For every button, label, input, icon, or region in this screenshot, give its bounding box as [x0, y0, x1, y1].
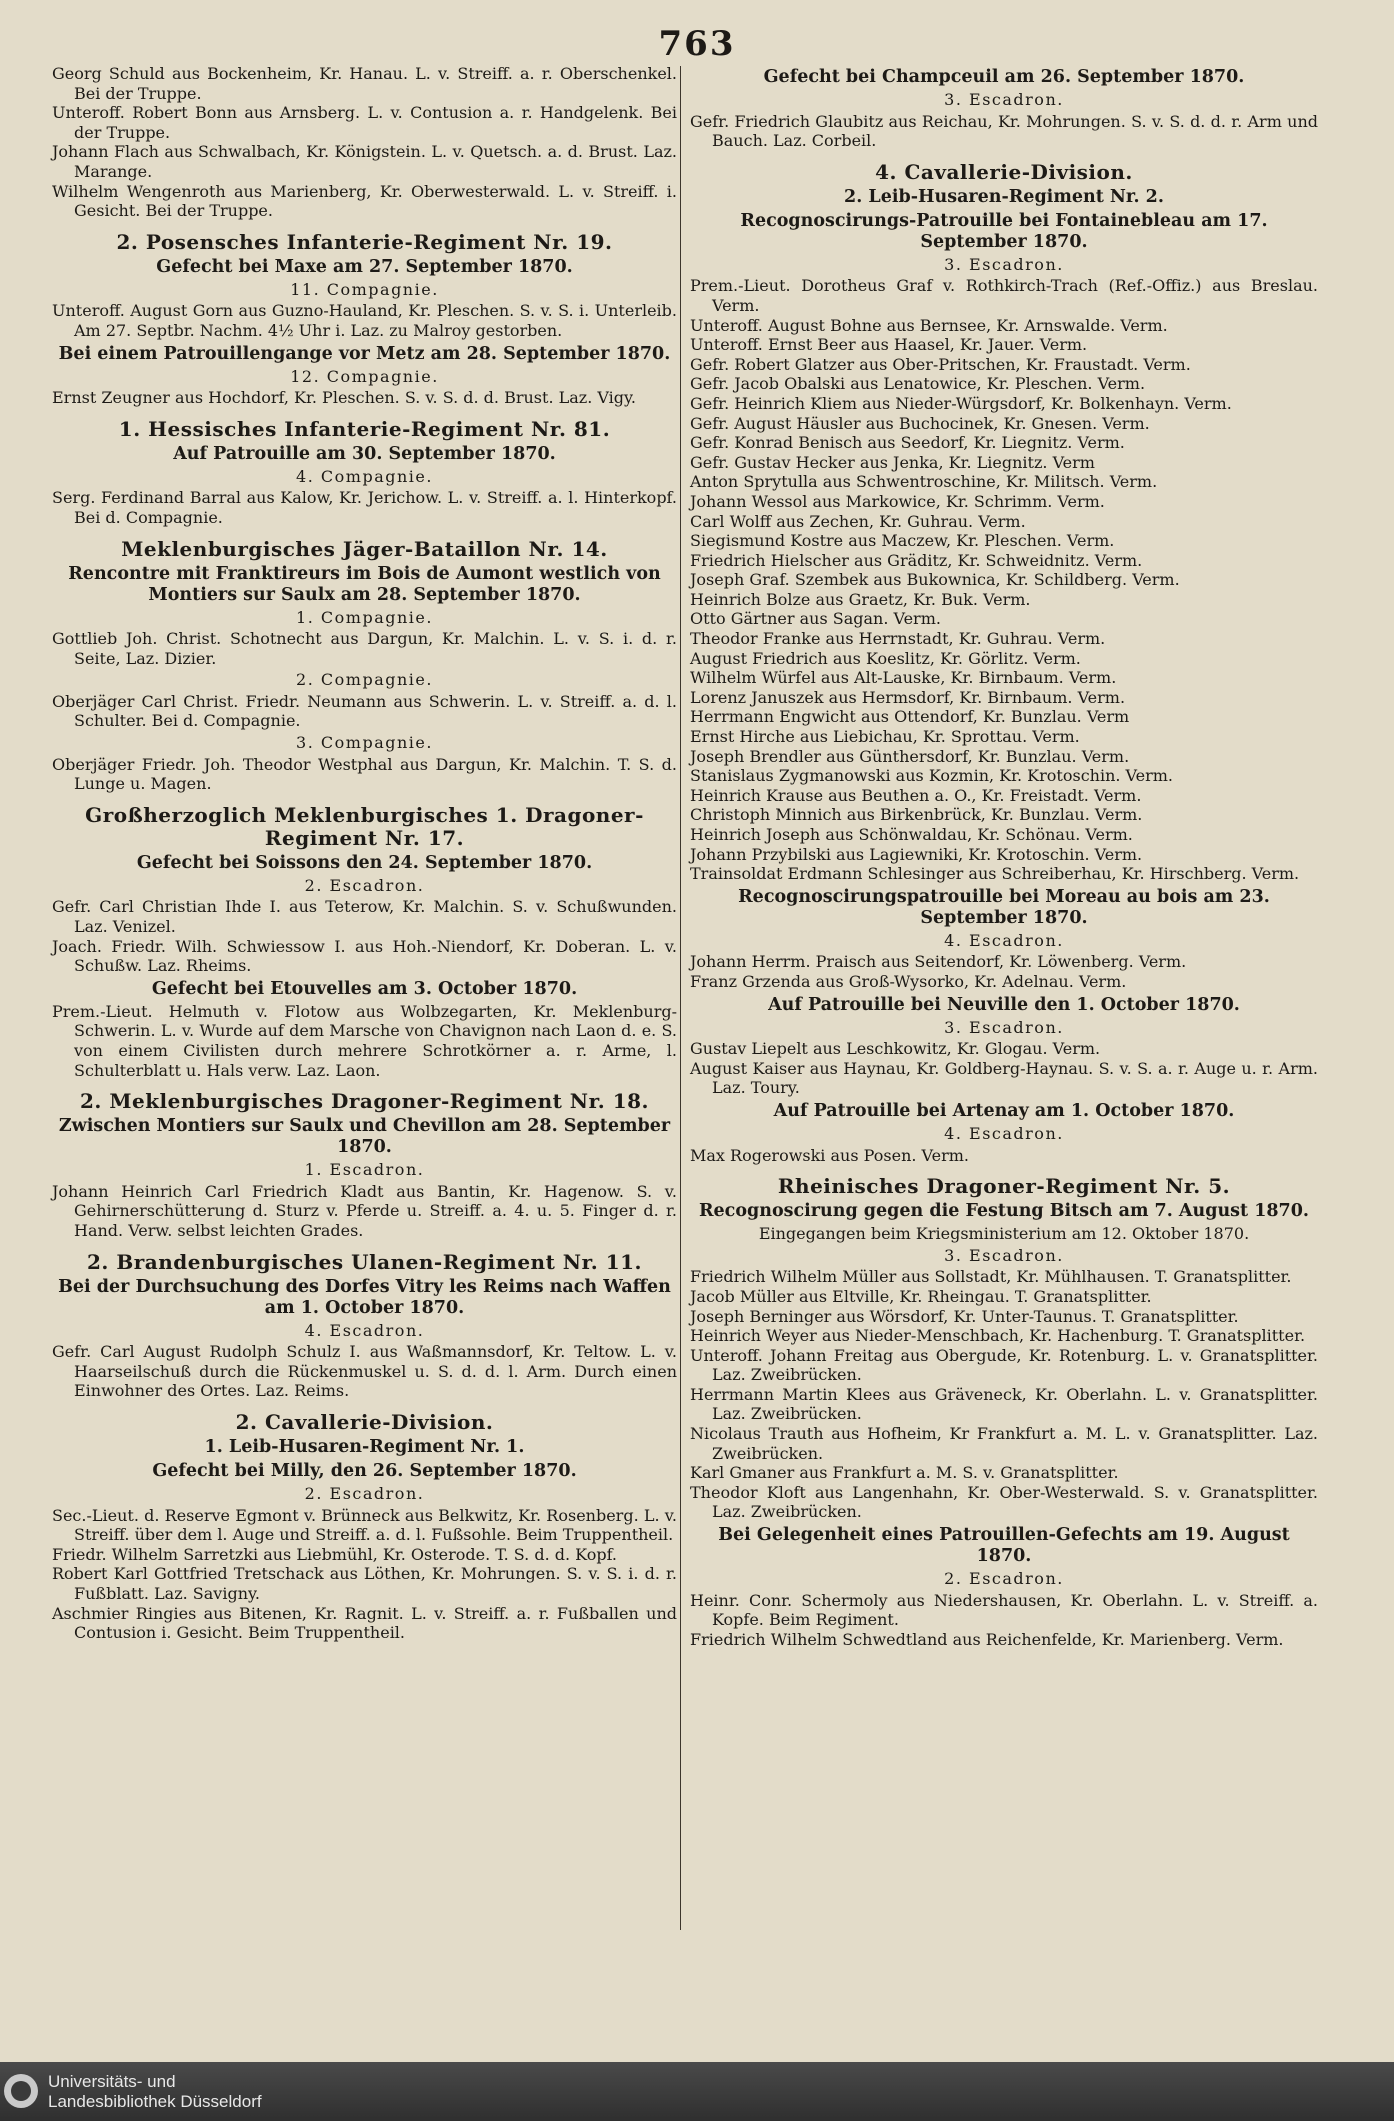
unit-subheading: 3. Escadron. [944, 1017, 1064, 1037]
engagement-heading: Bei Gelegenheit eines Patrouillen-Gefechts am 19. August 1870. [718, 1525, 1290, 1567]
casualty-entry: Herrmann Martin Klees aus Gräveneck, Kr. Oberlahn. L. v. Granatsplitter. Laz. Zweibrücken. [690, 1384, 1318, 1424]
casualty-entry: August Friedrich aus Koeslitz, Kr. Görlitz. Verm. [690, 648, 1081, 668]
regiment-heading: 2. Cavallerie-Division. [235, 1409, 494, 1434]
casualty-entry: Gefr. Jacob Obalski aus Lenatowice, Kr. Pleschen. Verm. [690, 374, 1146, 394]
casualty-entry: Anton Sprytulla aus Schwentroschine, Kr. Militsch. Verm. [690, 472, 1158, 492]
casualty-entry: Ernst Hirche aus Liebichau, Kr. Sprottau. Verm. [690, 727, 1080, 747]
casualty-entry: Robert Karl Gottfried Tretschack aus Löthen, Kr. Mohrungen. S. v. S. i. d. r. Fußblatt. Laz. Savigny. [52, 1564, 677, 1603]
casualty-entry: August Kaiser aus Haynau, Kr. Goldberg-Haynau. S. v. S. a. r. Auge u. r. Arm. Laz. Toury. [690, 1058, 1318, 1098]
casualty-entry: Unteroff. August Bohne aus Bernsee, Kr. Arnswalde. Verm. [690, 315, 1168, 335]
unit-subheading: 11. Compagnie. [290, 279, 439, 299]
casualty-entry: Johann Przybilski aus Lagiewniki, Kr. Krotoschin. Verm. [690, 844, 1143, 864]
casualty-entry: Sec.-Lieut. d. Reserve Egmont v. Brünneck aus Belkwitz, Kr. Rosenberg. L. v. Streiff. über dem l. Auge und Streiff. a. d. l. Fußsohle. Beim Truppentheil. [52, 1505, 677, 1545]
casualty-entry: Ernst Zeugner aus Hochdorf, Kr. Pleschen. S. v. S. d. d. Brust. Laz. Vigy. [52, 388, 637, 408]
casualty-entry: Friedrich Wilhelm Schwedtland aus Reichenfelde, Kr. Marienberg. Verm. [690, 1629, 1284, 1649]
casualty-entry: Aschmier Ringies aus Bitenen, Kr. Ragnit. L. v. Streiff. a. r. Fußballen und Contusion i. Gesicht. Beim Truppentheil. [52, 1603, 677, 1643]
casualty-entry: Johann Heinrich Carl Friedrich Kladt aus Bantin, Kr. Hagenow. S. v. Gehirnerschütterung d. Sturz v. Pferde u. Streiff. a. 4. u. 5. Finger d. r. Hand. Verw. selbst leichten Grades. [52, 1181, 677, 1240]
casualty-entry: Siegismund Kostre aus Maczew, Kr. Pleschen. Verm. [690, 531, 1115, 551]
casualty-entry: Heinrich Weyer aus Nieder-Menschbach, Kr. Hachenburg. T. Granatsplitter. [690, 1326, 1306, 1346]
casualty-entry: Serg. Ferdinand Barral aus Kalow, Kr. Jerichow. L. v. Streiff. a. l. Hinterkopf. Bei d. Compagnie. [52, 488, 677, 527]
casualty-entry: Unteroff. August Gorn aus Guzno-Hauland, Kr. Pleschen. S. v. S. i. Unterleib. Am 27. Septbr. Nachm. 4½ Uhr i. Laz. zu Malroy gestorben. [52, 301, 677, 340]
casualty-entry: Heinr. Conr. Schermoly aus Niedershausen, Kr. Oberlahn. L. v. Streiff. a. Kopfe. Beim Regiment. [690, 1590, 1318, 1630]
unit-subheading: 4. Compagnie. [296, 466, 433, 486]
engagement-heading: 2. Leib-Husaren-Regiment Nr. 2. [844, 186, 1164, 207]
casualty-entry: Unteroff. Robert Bonn aus Arnsberg. L. v. Contusion a. r. Handgelenk. Bei der Truppe. [52, 103, 677, 142]
casualty-entry: Joach. Friedr. Wilh. Schwiessow I. aus Hoh.-Niendorf, Kr. Doberan. L. v. Schußw. Laz. Rheims. [52, 936, 677, 976]
notice-line: Eingegangen beim Kriegsministerium am 12. Oktober 1870. [758, 1224, 1250, 1244]
casualty-entry: Trainsoldat Erdmann Schlesinger aus Schreiberhau, Kr. Hirschberg. Verm. [690, 864, 1300, 884]
engagement-heading: Gefecht bei Etouvelles am 3. October 1870. [151, 978, 578, 999]
engagement-heading: Recognoscirungs-Patrouille bei Fontainebleau am 17. September 1870. [740, 210, 1268, 252]
casualty-entry: Theodor Kloft aus Langenhahn, Kr. Ober-Westerwald. S. v. Granatsplitter. Laz. Zweibrücken. [690, 1482, 1318, 1522]
unit-subheading: 3. Compagnie. [296, 733, 433, 753]
casualty-entry: Friedr. Wilhelm Sarretzki aus Liebmühl, Kr. Osterode. T. S. d. d. Kopf. [52, 1544, 617, 1564]
casualty-entry: Oberjäger Friedr. Joh. Theodor Westphal aus Dargun, Kr. Malchin. T. S. d. Lunge u. Magen. [52, 754, 677, 794]
engagement-heading: 1. Leib-Husaren-Regiment Nr. 1. [204, 1436, 525, 1457]
casualty-entry: Gefr. Friedrich Glaubitz aus Reichau, Kr. Mohrungen. S. v. S. d. d. r. Arm und Bauch. Laz. Corbeil. [690, 111, 1318, 151]
unit-subheading: 2. Compagnie. [296, 670, 433, 690]
page-number: 763 [658, 24, 736, 64]
casualty-entry: Prem.-Lieut. Dorotheus Graf v. Rothkirch-Trach (Ref.-Offiz.) aus Breslau. Verm. [690, 276, 1318, 315]
engagement-heading: Recognoscirung gegen die Festung Bitsch am 7. August 1870. [698, 1201, 1309, 1222]
unit-subheading: 2. Escadron. [944, 1569, 1064, 1589]
engagement-heading: Recognoscirungspatrouille bei Moreau au bois am 23. September 1870. [738, 886, 1270, 928]
casualty-entry: Unteroff. Johann Freitag aus Obergude, Kr. Rotenburg. L. v. Granatsplitter. Laz. Zweibrücken. [690, 1345, 1318, 1385]
unit-subheading: 1. Escadron. [304, 1160, 425, 1180]
unit-subheading: 3. Escadron. [944, 1245, 1064, 1265]
library-name-line-2: Landesbibliothek Düsseldorf [48, 2092, 262, 2111]
engagement-heading: Bei einem Patrouillengange vor Metz am 28. September 1870. [58, 343, 671, 364]
casualty-entry: Gustav Liepelt aus Leschkowitz, Kr. Glogau. Verm. [690, 1039, 1101, 1059]
casualty-entry: Gefr. Robert Glatzer aus Ober-Pritschen, Kr. Fraustadt. Verm. [690, 354, 1191, 374]
casualty-entry: Theodor Franke aus Herrnstadt, Kr. Guhrau. Verm. [690, 629, 1106, 649]
unit-subheading: 1. Compagnie. [296, 607, 433, 627]
engagement-heading: Auf Patrouille bei Artenay am 1. October 1870. [773, 1100, 1235, 1121]
engagement-heading: Bei der Durchsuchung des Dorfes Vitry les Reims nach Waffen am 1. October 1870. [58, 1276, 671, 1318]
casualty-entry: Gefr. Konrad Benisch aus Seedorf, Kr. Liegnitz. Verm. [690, 433, 1125, 453]
casualty-entry: Heinrich Joseph aus Schönwaldau, Kr. Schönau. Verm. [690, 825, 1133, 844]
casualty-entry: Heinrich Bolze aus Graetz, Kr. Buk. Verm. [690, 589, 1031, 609]
casualty-entry: Gottlieb Joh. Christ. Schotnecht aus Dargun, Kr. Malchin. L. v. S. i. d. r. Seite, Laz. Dizier. [52, 629, 677, 668]
casualty-entry: Stanislaus Zygmanowski aus Kozmin, Kr. Krotoschin. Verm. [690, 766, 1174, 786]
regiment-heading: 2. Meklenburgisches Dragoner-Regiment Nr. 18. [79, 1089, 650, 1114]
library-logo-icon [4, 2074, 38, 2108]
unit-subheading: 2. Escadron. [304, 875, 425, 895]
regiment-heading: Rheinisches Dragoner-Regiment Nr. 5. [777, 1174, 1231, 1199]
casualty-entry: Joseph Berninger aus Wörsdorf, Kr. Unter-Taunus. T. Granatsplitter. [690, 1306, 1239, 1326]
casualty-entry: Gefr. Carl August Rudolph Schulz I. aus Waßmannsdorf, Kr. Teltow. L. v. Haarseilschuß durch die Rückenmuskel u. S. d. d. l. Arm. Durch einen Einwohner des Ortes. Laz. Reims. [52, 1342, 677, 1401]
engagement-heading: Gefecht bei Soissons den 24. September 1870. [136, 852, 593, 873]
engagement-heading: Gefecht bei Milly, den 26. September 1870. [152, 1460, 577, 1481]
casualty-entry: Wilhelm Wengenroth aus Marienberg, Kr. Oberwesterwald. L. v. Streiff. i. Gesicht. Bei der Truppe. [52, 181, 677, 221]
regiment-heading: Großherzoglich Meklenburgisches 1. Dragoner-Regiment Nr. 17. [85, 802, 644, 850]
engagement-heading: Gefecht bei Champceuil am 26. September 1870. [763, 67, 1245, 87]
engagement-heading: Gefecht bei Maxe am 27. September 1870. [156, 256, 573, 277]
casualty-entry: Christoph Minnich aus Birkenbrück, Kr. Bunzlau. Verm. [690, 805, 1143, 825]
casualty-entry: Karl Gmaner aus Frankfurt a. M. S. v. Granatsplitter. [690, 1463, 1119, 1483]
casualty-entry: Friedrich Hielscher aus Gräditz, Kr. Schweidnitz. Verm. [690, 550, 1143, 570]
casualty-entry: Georg Schuld aus Bockenheim, Kr. Hanau. L. v. Streiff. a. r. Oberschenkel. Bei der Truppe. [52, 64, 677, 103]
unit-subheading: 4. Escadron. [944, 930, 1064, 950]
casualty-entry: Unteroff. Ernst Beer aus Haasel, Kr. Jauer. Verm. [690, 335, 1088, 355]
casualty-entry: Carl Wolff aus Zechen, Kr. Guhrau. Verm. [690, 511, 1026, 531]
casualty-entry: Franz Grzenda aus Groß-Wysorko, Kr. Adelnau. Verm. [690, 971, 1127, 991]
casualty-entry: Herrmann Engwicht aus Ottendorf, Kr. Bunzlau. Verm [690, 707, 1130, 727]
casualty-entry: Gefr. Gustav Hecker aus Jenka, Kr. Liegnitz. Verm [690, 452, 1095, 472]
casualty-entry: Max Rogerowski aus Posen. Verm. [690, 1145, 970, 1165]
library-footer [0, 2062, 1394, 2121]
engagement-heading: Auf Patrouille bei Neuville den 1. October 1870. [768, 994, 1240, 1015]
casualty-entry: Johann Herrm. Praisch aus Seitendorf, Kr. Löwenberg. Verm. [690, 952, 1187, 972]
casualty-entry: Nicolaus Trauth aus Hofheim, Kr Frankfurt a. M. L. v. Granatsplitter. Laz. Zweibrücken. [690, 1424, 1318, 1463]
casualty-entry: Lorenz Januszek aus Hermsdorf, Kr. Birnbaum. Verm. [690, 687, 1126, 707]
column-divider [680, 66, 681, 1930]
unit-subheading: 4. Escadron. [304, 1320, 425, 1340]
regiment-heading: 4. Cavallerie-Division. [875, 159, 1133, 184]
casualty-entry: Gefr. Carl Christian Ihde I. aus Teterow, Kr. Malchin. S. v. Schußwunden. Laz. Venizel. [52, 897, 677, 937]
casualty-entry: Oberjäger Carl Christ. Friedr. Neumann aus Schwerin. L. v. Streiff. a. d. l. Schulter. Bei d. Compagnie. [52, 691, 677, 731]
casualty-entry: Prem.-Lieut. Helmuth v. Flotow aus Wolbzegarten, Kr. Meklenburg-Schwerin. L. v. Wurde auf dem Marsche von Chavignon nach Laon d. e. S. von einem Civilisten durch mehrere Schrotkörner a. r. Arme, l. Schulterblatt u. Hals verw. Laz. Laon. [52, 1001, 677, 1080]
casualty-entry: Johann Wessol aus Markowice, Kr. Schrimm. Verm. [690, 491, 1105, 511]
engagement-heading: Auf Patrouille am 30. September 1870. [173, 443, 556, 464]
unit-subheading: 2. Escadron. [304, 1483, 425, 1503]
casualty-entry: Gefr. Heinrich Kliem aus Nieder-Würgsdorf, Kr. Bolkenhayn. Verm. [690, 393, 1232, 413]
casualty-entry: Wilhelm Würfel aus Alt-Lauske, Kr. Birnbaum. Verm. [690, 668, 1117, 688]
unit-subheading: 3. Escadron. [944, 90, 1064, 109]
library-name-line-1: Universitäts- und [48, 2072, 176, 2091]
unit-subheading: 12. Compagnie. [290, 366, 439, 386]
casualty-entry: Joseph Graf. Szembek aus Bukownica, Kr. Schildberg. Verm. [690, 570, 1180, 590]
regiment-heading: 2. Brandenburgisches Ulanen-Regiment Nr. 11. [87, 1249, 642, 1274]
casualty-entry: Jacob Müller aus Eltville, Kr. Rheingau. T. Granatsplitter. [690, 1286, 1152, 1306]
left-column [52, 64, 677, 1643]
unit-subheading: 4. Escadron. [944, 1123, 1064, 1143]
casualty-entry: Joseph Brendler aus Günthersdorf, Kr. Bunzlau. Verm. [690, 746, 1130, 766]
library-name [48, 2072, 262, 2112]
casualty-entry: Otto Gärtner aus Sagan. Verm. [690, 609, 941, 629]
engagement-heading: Zwischen Montiers sur Saulx und Chevillon am 28. September 1870. [58, 1116, 671, 1158]
engagement-heading: Rencontre mit Franktireurs im Bois de Aumont westlich von Montiers sur Saulx am 28. September 1870. [68, 563, 661, 605]
casualty-entry: Johann Flach aus Schwalbach, Kr. Königstein. L. v. Quetsch. a. d. Brust. Laz. Marange. [52, 142, 677, 181]
regiment-heading: 2. Posensches Infanterie-Regiment Nr. 19. [116, 229, 613, 254]
casualty-entry: Friedrich Wilhelm Müller aus Sollstadt, Kr. Mühlhausen. T. Granatsplitter. [690, 1267, 1292, 1287]
casualty-entry: Heinrich Krause aus Beuthen a. O., Kr. Freistadt. Verm. [690, 785, 1142, 805]
regiment-heading: Meklenburgisches Jäger-Bataillon Nr. 14. [121, 536, 608, 561]
casualty-entry: Gefr. August Häusler aus Buchocinek, Kr. Gnesen. Verm. [690, 413, 1150, 433]
regiment-heading: 1. Hessisches Infanterie-Regiment Nr. 81. [118, 416, 611, 441]
unit-subheading: 3. Escadron. [944, 254, 1064, 274]
right-column [690, 64, 1318, 1649]
